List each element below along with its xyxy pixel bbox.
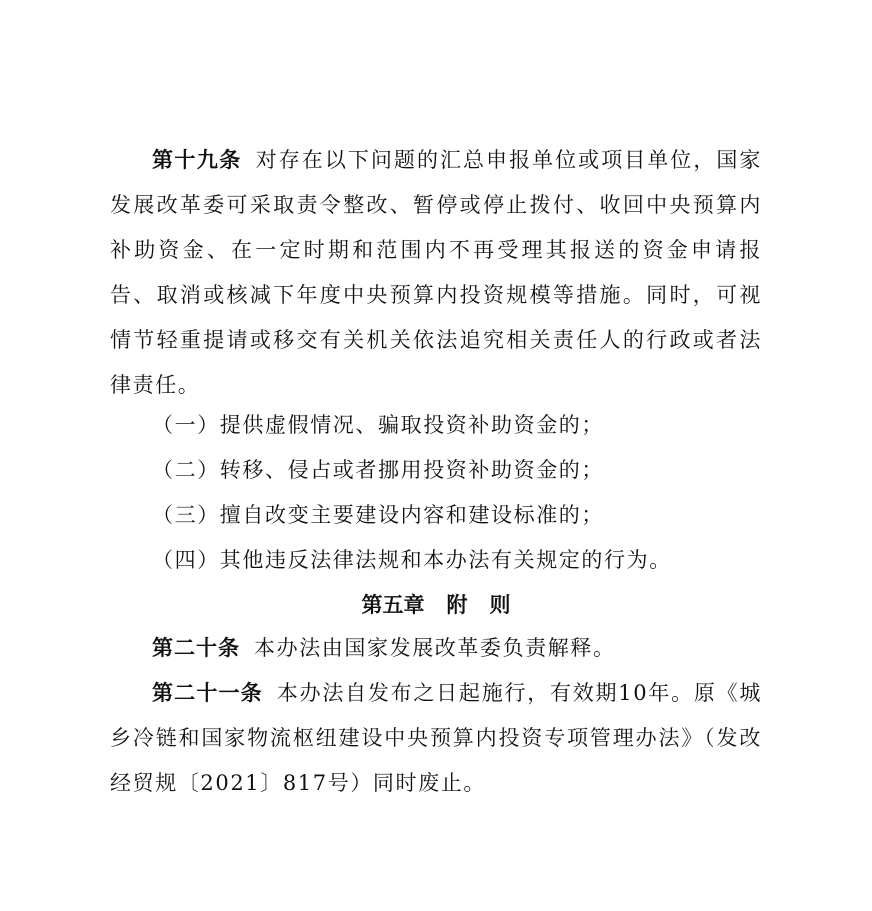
chapter-5-number: 第五章	[361, 593, 425, 617]
article-19-item-1: （一）提供虚假情况、骗取投资补助资金的；	[152, 413, 604, 437]
article-19-item-4: （四）其他违反法律法规和本办法有关规定的行为。	[152, 548, 672, 572]
article-19-text: 对存在以下问题的汇总申报单位或项目单位，国家发展改革委可采取责令整改、暂停或停止拨付、收回中央预算内补助资金、在一定时期和范围内不再受理其报送的资金申请报告、取消或核减下年度中央预算内投资规模等措施。同时，可视情节轻重提请或移交有关机关依法追究相关责任人的行政或者法律责任。	[110, 148, 763, 397]
chapter-5-title-char-2: 则	[489, 593, 511, 617]
chapter-5-title	[0, 583, 872, 628]
article-21-text: 本办法自发布之日起施行，有效期10年。原《城乡冷链和国家物流枢纽建设中央预算内投资专项管理办法》（发改经贸规〔2021〕817号）同时废止。	[110, 681, 763, 795]
article-21	[110, 671, 762, 806]
article-19-number: 第十九条	[152, 148, 242, 172]
chapter-5-title-char-1: 附	[446, 593, 468, 617]
article-20-text: 本办法由国家发展改革委负责解释。	[254, 636, 616, 660]
article-19	[110, 138, 762, 408]
article-20-number: 第二十条	[152, 636, 240, 660]
article-20	[110, 626, 762, 671]
article-19-item-2: （二）转移、侵占或者挪用投资补助资金的；	[152, 458, 604, 482]
article-19-item-3: （三）擅自改变主要建设内容和建设标准的；	[152, 503, 604, 527]
article-21-number: 第二十一条	[152, 681, 263, 705]
